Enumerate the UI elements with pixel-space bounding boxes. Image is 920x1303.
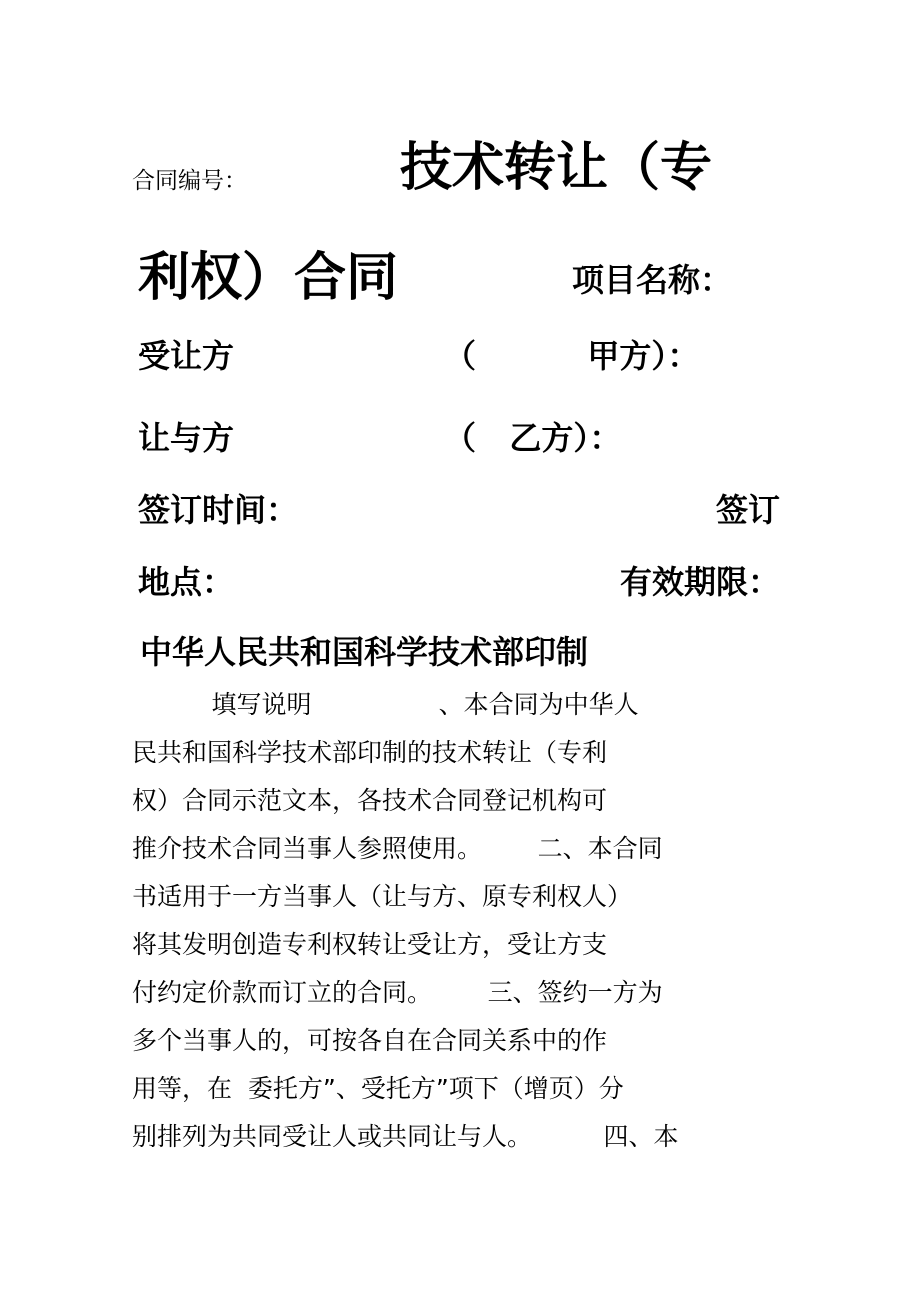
document-title-line-1: 技术转让（专 bbox=[400, 138, 713, 198]
instruction-line: 多个当事人的，可按各自在合同关系中的作 bbox=[132, 1026, 608, 1055]
assignor-label: 让与方 bbox=[138, 419, 235, 457]
instruction-line: 推介技术合同当事人参照使用。 二、本合同 bbox=[132, 834, 663, 863]
signing-time-label: 签订时间： bbox=[138, 491, 299, 529]
instruction-line: 将其发明创造专利权转让受让方，受让方支 bbox=[132, 930, 608, 959]
instruction-line: 填写说明 、本合同为中华人 bbox=[132, 690, 639, 719]
instruction-line: 用等，在 委托方”、受托方”项下（增页）分 bbox=[132, 1074, 624, 1103]
instruction-line: 权）合同示范文本，各技术合同登记机构可 bbox=[132, 786, 608, 815]
signing-place-label-part2: 地点： bbox=[138, 563, 235, 601]
assignee-label: 受让方 bbox=[138, 337, 235, 375]
document-title-line-2: 利权）合同 bbox=[138, 248, 399, 308]
publisher-line: 中华人民共和国科学技术部印制 bbox=[140, 633, 589, 671]
validity-period-label: 有效期限： bbox=[619, 563, 780, 601]
instruction-line: 书适用于一方当事人（让与方、原专利权人） bbox=[132, 882, 633, 911]
signing-place-label-part1: 签订 bbox=[715, 491, 780, 529]
instruction-line: 付约定价款而订立的合同。 三、签约一方为 bbox=[132, 978, 663, 1007]
assignor-party-label: （ 乙方）： bbox=[444, 419, 622, 457]
assignee-party-label: （ 甲方）： bbox=[444, 337, 700, 375]
contract-number-label: 合同编号： bbox=[132, 168, 247, 194]
project-name-label: 项目名称： bbox=[572, 261, 733, 299]
instruction-line: 别排列为共同受让人或共同让与人。 四、本 bbox=[132, 1122, 679, 1151]
instruction-line: 民共和国科学技术部印制的技术转让（专利 bbox=[132, 738, 608, 767]
